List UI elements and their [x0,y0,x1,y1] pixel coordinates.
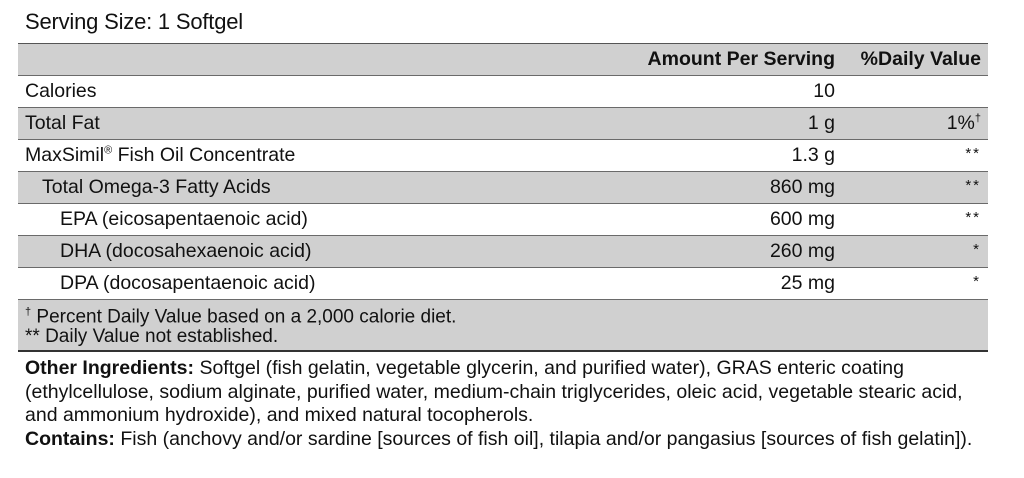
footnote-text: Percent Daily Value based on a 2,000 calorie diet. [31,306,457,328]
nutrient-dv [835,108,988,140]
table-row [18,172,988,204]
table-row [18,204,988,236]
contains-text: Fish (anchovy and/or sardine [sources of fish oil], tilapia and/or pangasius [sources of fish gelatin]). [114,427,973,450]
footnote-daily-value [25,302,981,327]
table-header-row [18,44,988,76]
other-ingredients-label: Other Ingredients: [25,357,195,380]
contains-label: Contains: [25,427,115,450]
nutrient-amount: 600 mg [769,208,835,230]
header-amount: Amount Per Serving [647,48,835,70]
dagger-mark: † [25,306,32,318]
nutrient-name [18,140,624,172]
dv-value: 1% [946,112,975,134]
brand-name: MaxSimil [25,144,105,166]
other-ingredients [25,357,981,428]
dv-stars: ** [965,209,981,226]
nutrient-dv [835,140,988,172]
nutrient-dv [835,204,988,236]
dv-stars: * [973,241,981,258]
ingredient-suffix: Fish Oil Concentrate [112,144,296,166]
other-ingredients-text: Softgel (fish gelatin, vegetable glycerin, and purified water), GRAS enteric coating (ethylcellulose, sodium alginate, purified water, medium-chain triglycerides, oleic acid, vegetable stearic acid, and ammonium hydroxide), and mixed natural tocopherols. [25,357,963,427]
nutrient-amount: 1.3 g [791,144,835,166]
nutrient-name: DHA (docosahexaenoic acid) [60,240,312,262]
table-row [18,108,988,140]
nutrient-name: Total Omega-3 Fatty Acids [42,176,271,198]
allergen-contains [25,428,981,452]
nutrient-name: Total Fat [25,112,100,134]
nutrient-amount: 25 mg [780,272,835,294]
nutrient-amount: 1 g [807,112,835,134]
table-row [18,76,988,108]
table-row [18,236,988,268]
footnote-not-established: ** Daily Value not established. [25,326,279,348]
footnotes [18,300,988,352]
registered-mark: ® [104,144,113,157]
ingredients-block [18,352,988,451]
header-daily-value: %Daily Value [860,48,981,70]
nutrient-name: EPA (eicosapentaenoic acid) [60,208,308,230]
header-name [18,44,624,76]
table-row [18,268,988,300]
nutrient-name: DPA (docosapentaenoic acid) [60,272,316,294]
nutrient-amount: 260 mg [769,240,835,262]
dv-stars: * [973,273,981,290]
supplement-facts-panel [18,0,988,451]
dv-stars: ** [965,145,981,162]
nutrient-name: Calories [25,80,97,102]
dv-stars: ** [965,177,981,194]
nutrient-dv [835,172,988,204]
nutrient-amount: 860 mg [769,176,835,198]
serving-size: Serving Size: 1 Softgel [25,9,243,34]
nutrient-dv [835,76,988,108]
nutrient-amount: 10 [813,80,835,102]
dagger-mark: † [974,112,981,125]
nutrient-dv [835,268,988,300]
nutrient-table [18,44,988,300]
nutrient-dv [835,236,988,268]
table-row [18,140,988,172]
